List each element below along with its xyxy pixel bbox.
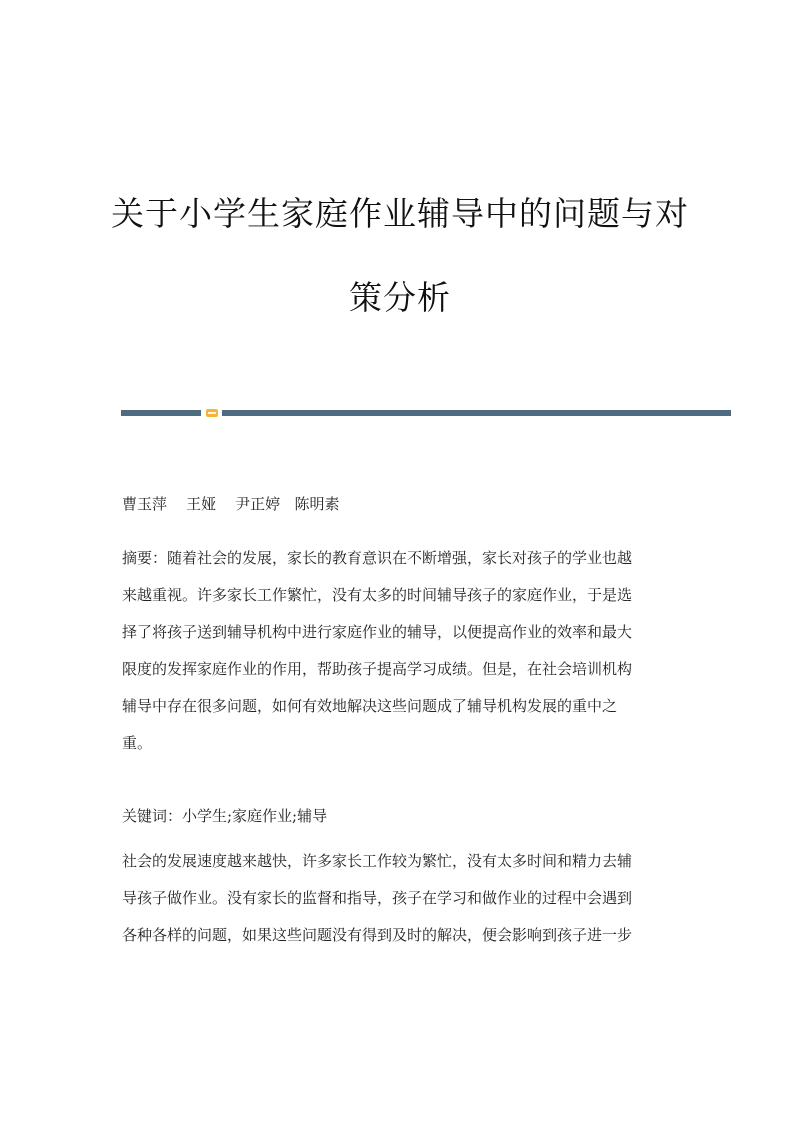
keywords-line: 关键词：小学生;家庭作业;辅导 xyxy=(122,807,328,825)
abstract-line: 摘要：随着社会的发展，家长的教育意识在不断增强，家长对孩子的学业也越 xyxy=(122,549,633,567)
authors: 曹玉萍 王娅 尹正婷 陈明素 xyxy=(122,495,340,513)
abstract-line: 来越重视。许多家长工作繁忙，没有太多的时间辅导孩子的家庭作业，于是选 xyxy=(122,586,633,604)
abstract-line: 限度的发挥家庭作业的作用，帮助孩子提高学习成绩。但是，在社会培训机构 xyxy=(122,660,633,678)
abstract-line: 辅导中存在很多问题，如何有效地解决这些问题成了辅导机构发展的重中之 xyxy=(122,697,618,715)
title-line-1: 关于小学生家庭作业辅导中的问题与对 xyxy=(111,194,689,233)
abstract-line: 重。 xyxy=(122,734,153,752)
title-line-2: 策分析 xyxy=(349,278,451,317)
divider-bar-right xyxy=(222,410,731,416)
divider-ornament-icon xyxy=(206,409,218,417)
body-paragraph xyxy=(122,843,682,954)
body-line: 社会的发展速度越来越快，许多家长工作较为繁忙，没有太多时间和精力去辅 xyxy=(122,852,633,870)
body-line: 各种各样的问题，如果这些问题没有得到及时的解决，便会影响到孩子进一步 xyxy=(122,926,633,944)
title-divider xyxy=(121,409,731,417)
abstract xyxy=(122,540,682,762)
keywords xyxy=(122,798,682,835)
body-line: 导孩子做作业。没有家长的监督和指导，孩子在学习和做作业的过程中会遇到 xyxy=(122,889,633,907)
divider-bar-left xyxy=(121,410,201,416)
abstract-line: 择了将孩子送到辅导机构中进行家庭作业的辅导，以便提高作业的效率和最大 xyxy=(122,623,633,641)
